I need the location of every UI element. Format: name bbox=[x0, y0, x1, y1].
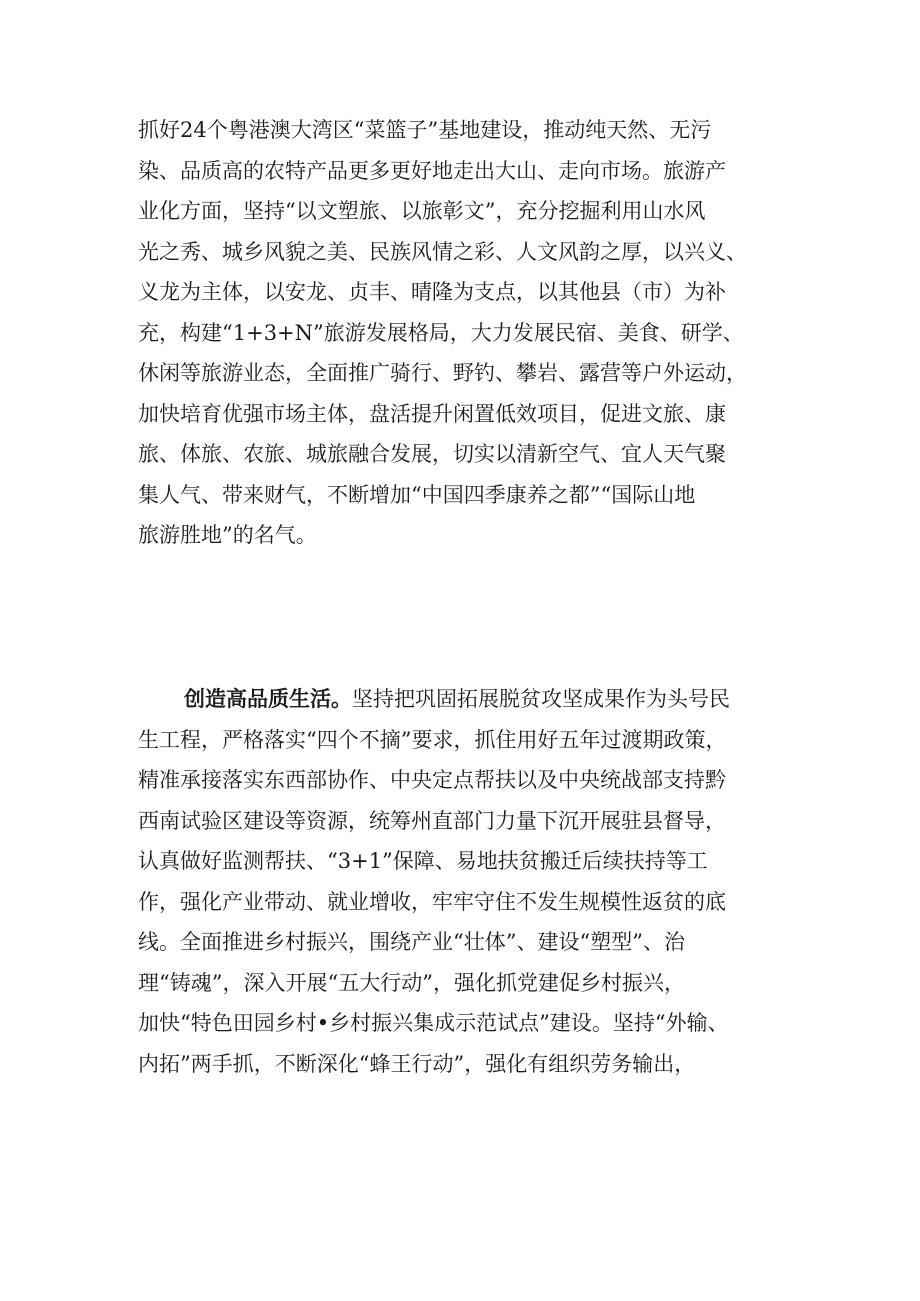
text-line: 加快培育优强市场主体，盘活提升闲置低效项目，促进文旅、康 bbox=[138, 401, 726, 426]
text-line: 旅、体旅、农旅、城旅融合发展，切实以清新空气、宜人天气聚 bbox=[138, 442, 726, 466]
text-line: 光之秀、城乡风貌之美、民族风情之彩、人文风韵之厚，以兴义、 bbox=[138, 239, 747, 264]
text-line: 内拓”两手抓，不断深化“蜂王行动”，强化有组织劳务输出， bbox=[138, 1051, 696, 1076]
text-line: 休闲等旅游业态，全面推广骑行、野钓、攀岩、露营等户外运动， bbox=[138, 361, 747, 385]
text-line: 认真做好监测帮扶、“3+1”保障、易地扶贫搬迁后续扶持等工 bbox=[138, 849, 708, 873]
paragraph-quality-life bbox=[138, 679, 798, 1084]
text-line: 义龙为主体，以安龙、贞丰、晴隆为支点，以其他县（市）为补 bbox=[138, 280, 726, 304]
text-line: 西南试验区建设等资源，统筹州直部门力量下沉开展驻县督导， bbox=[138, 808, 726, 833]
text-line: 理“铸魂”，深入开展“五大行动”，强化抓党建促乡村振兴， bbox=[138, 970, 685, 995]
paragraph-tourism bbox=[138, 110, 798, 556]
text-line: 抓好24个粤港澳大湾区“菜篮子”基地建设，推动纯天然、无污 bbox=[138, 118, 712, 142]
text-line: 业化方面，坚持“以文塑旅、以旅彰文”，充分挖掘利用山水风 bbox=[138, 199, 706, 223]
text-line: 作，强化产业带动、就业增收，牢牢守住不发生规模性返贫的底 bbox=[138, 889, 726, 914]
text-line: 染、品质高的农特产品更多更好地走出大山、走向市场。旅游产 bbox=[138, 158, 726, 183]
text-line: 线。全面推进乡村振兴，围绕产业“壮体”、建设“塑型”、治 bbox=[138, 930, 685, 954]
text-line-rest: 坚持把巩固拓展脱贫攻坚成果作为头号民 bbox=[352, 687, 730, 711]
text-line: 旅游胜地”的名气。 bbox=[138, 523, 317, 547]
text-line: 充，构建“1+3+N”旅游发展格局，大力发展民宿、美食、研学、 bbox=[138, 320, 744, 345]
paragraph-first-line bbox=[138, 679, 798, 720]
text-line: 生工程，严格落实“四个不摘”要求，抓住用好五年过渡期政策， bbox=[138, 727, 727, 752]
text-line: 集人气、带来财气，不断增加“中国四季康养之都”“国际山地 bbox=[138, 482, 696, 507]
text-line: 加快“特色田园乡村•乡村振兴集成示范试点”建设。坚持“外输、 bbox=[138, 1011, 729, 1035]
text-line: 精准承接落实东西部协作、中央定点帮扶以及中央统战部支持黔 bbox=[138, 768, 726, 792]
paragraph-heading: 创造高品质生活。 bbox=[184, 687, 352, 711]
